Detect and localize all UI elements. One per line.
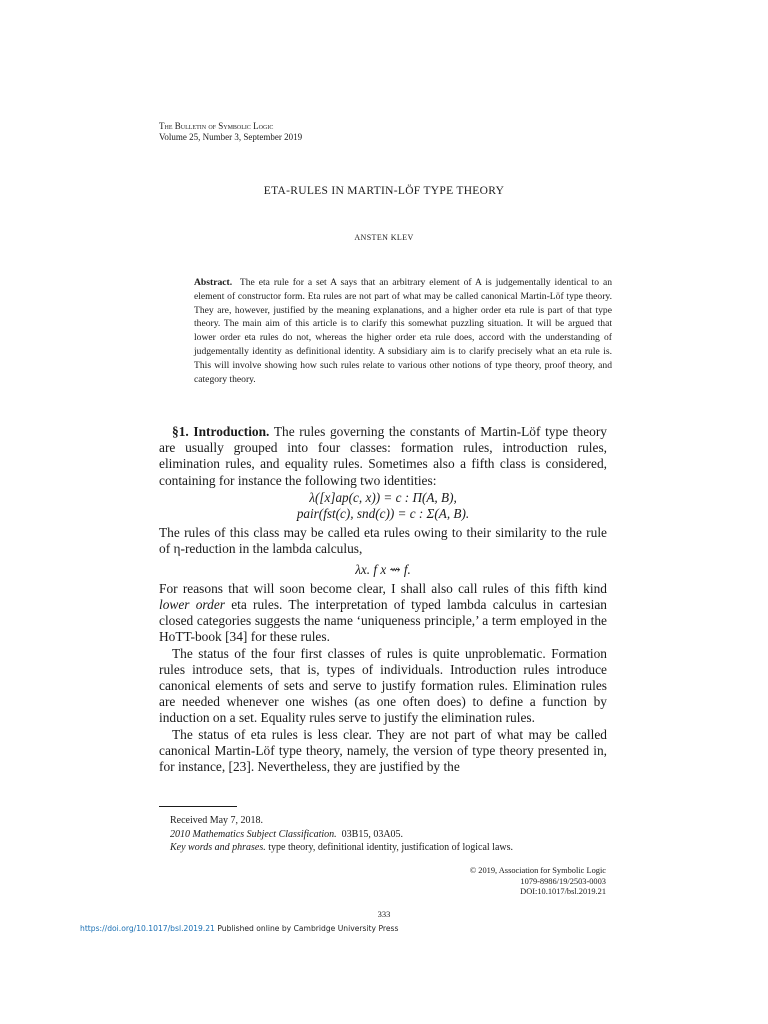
paper-title: ETA-RULES IN MARTIN-LÖF TYPE THEORY [263,185,505,197]
section-introduction [159,424,607,775]
footnote-msc: 2010 Mathematics Subject Classification. 03B15, 03A05. [170,828,404,840]
journal-header [159,121,302,143]
paragraph-5: The status of eta rules is less clear. They are not part of what may be called canonical Martin-Löf type theory, namely, the version of type theory presented in, for instance, [23]. Nevertheless, they are justified by the [159,726,607,775]
doi-line: DOI:10.1017/bsl.2019.21 [520,887,606,897]
doi-link[interactable]: https://doi.org/10.1017/bsl.2019.21 [80,924,215,933]
journal-issue: Volume 25, Number 3, September 2019 [159,132,303,142]
abstract-label: Abstract. [194,277,233,288]
footnote-rule [159,806,237,807]
paragraph-2: The rules of this class may be called eta rules owing to their similarity to the rule of η-reduction in the lambda calculus, [159,525,607,557]
paragraph-4: The status of the four first classes of rules is quite unproblematic. Formation rules introduce sets, that is, types of individuals. Introduction rules introduce canonical elements of sets and serve to justify formation rules. Elimination rules are needed whenever one wishes (as one often does) to define a function by induction on a set. Equality rules serve to justify the elimination rules. [159,645,607,726]
equation-pi-eta: λ([x]ap(c, x)) = c : Π(A, B), [309,489,457,505]
paragraph-1: §1. Introduction. The rules governing the constants of Martin-Löf type theory are usually grouped into four classes: formation rules, introduction rules, elimination rules, and equality rules. Sometimes also a fifth class is considered, containing for instance the following two identities: [159,424,608,488]
paragraph-3: For reasons that will soon become clear, I shall also call rules of this fifth kind lower order eta rules. The interpretation of typed lambda calculus in cartesian closed categories suggests the name ‘uniqueness principle,’ a term employed in the HoTT-book [34] for these rules. [159,580,608,645]
journal-name: The Bulletin of Symbolic Logic [159,121,274,131]
equation-eta-reduction: λx. f x ⇝ f. [355,561,411,577]
footnotes [170,814,610,855]
abstract [194,276,612,386]
abstract-text: The eta rule for a set A says that an arbitrary element of A is judgementally identical to an element of constructor form. Eta rules are not part of what may be called canonical Martin-Löf type theory. They are, however, justified by the meaning explanations, and a higher order eta rule is part of that type theory. The main aim of this article is to clarify this somewhat puzzling situation. It will be argued that lower order eta rules do not, whereas the higher order eta rule does, accord with the understanding of judgementally identity as definitional identity. A subsidiary aim is to clarify precisely what an eta rule is. This will involve showing how such rules relate to various other notions of type theory, proof theory, and category theory. [194,277,612,385]
footnote-received: Received May 7, 2018. [170,815,264,826]
page-number: 333 [377,909,391,919]
doi-bar [80,924,398,933]
copyright-line: © 2019, Association for Symbolic Logic [469,866,606,875]
published-online-text: Published online by Cambridge University Press [217,924,399,933]
equation-sigma-eta: pair(fst(c), snd(c)) = c : Σ(A, B). [296,506,470,522]
paper-author: ANSTEN KLEV [354,233,414,242]
footnote-keywords: Key words and phrases. type theory, definitional identity, justification of logical laws. [170,842,514,853]
issn-line: 1079-8986/19/2503-0003 [520,876,606,886]
section-heading: §1. Introduction. [172,424,270,439]
copyright-block [400,866,606,898]
